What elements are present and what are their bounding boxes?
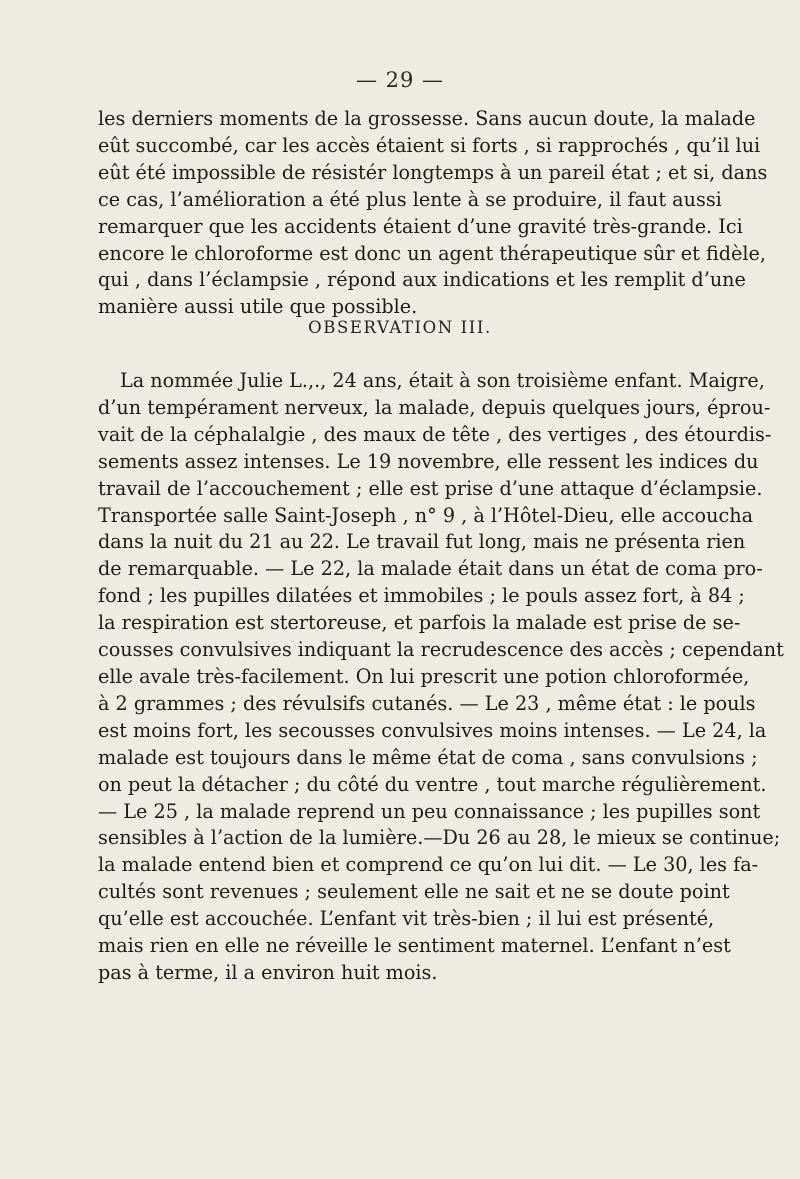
text-line: fond ; les pupilles dilatées et immobiles ; le pouls assez fort, à 84 ;: [98, 584, 745, 608]
text-line: de remarquable. — Le 22, la malade était dans un état de coma pro-: [98, 557, 763, 581]
text-line: travail de l’accouchement ; elle est prise d’une attaque d’éclampsie.: [98, 476, 763, 500]
text-line: la malade entend bien et comprend ce qu’on lui dit. — Le 30, les fa-: [98, 853, 759, 877]
text-line: malade est toujours dans le même état de coma , sans convulsions ;: [98, 745, 758, 769]
text-line: dans la nuit du 21 au 22. Le travail fut long, mais ne présenta rien: [98, 530, 746, 554]
page-number: — 29 —: [355, 68, 445, 92]
text-line: manière aussi utile que possible.: [98, 295, 418, 319]
text-line: pas à terme, il a environ huit mois.: [98, 960, 438, 984]
text-line: qui , dans l’éclampsie , répond aux indications et les remplit d’une: [98, 268, 746, 292]
text-line: d’un tempérament nerveux, la malade, depuis quelques jours, éprou-: [98, 395, 771, 419]
text-line: sensibles à l’action de la lumière.—Du 26 au 28, le mieux se continue;: [98, 826, 781, 850]
text-line: vait de la céphalalgie , des maux de tête , des vertiges , des étourdis-: [98, 422, 772, 446]
text-line: qu’elle est accouchée. L’enfant vit très-bien ; il lui est présenté,: [98, 907, 715, 931]
text-line: cultés sont revenues ; seulement elle ne sait et ne se doute point: [98, 880, 730, 904]
text-line: encore le chloroforme est donc un agent thérapeutique sûr et fidèle,: [98, 241, 766, 265]
text-line: eût été impossible de résistér longtemps à un pareil état ; et si, dans: [98, 160, 768, 184]
text-line: sements assez intenses. Le 19 novembre, elle ressent les indices du: [98, 449, 759, 473]
paragraph-observation: [98, 368, 784, 987]
text-line: eût succombé, car les accès étaient si forts , si rapprochés , qu’il lui: [98, 133, 761, 157]
text-line: à 2 grammes ; des révulsifs cutanés. — Le 23 , même état : le pouls: [98, 691, 756, 715]
text-line: cousses convulsives indiquant la recrudescence des accès ; cependant: [98, 638, 784, 662]
text-line: la respiration est stertoreuse, et parfois la malade est prise de se-: [98, 611, 741, 635]
text-line: on peut la détacher ; du côté du ventre , tout marche régulièrement.: [98, 772, 767, 796]
text-line: mais rien en elle ne réveille le sentiment maternel. L’enfant n’est: [98, 934, 731, 958]
text-line: est moins fort, les secousses convulsives moins intenses. — Le 24, la: [98, 718, 767, 742]
paragraph-conclusion: [98, 106, 768, 321]
section-heading: OBSERVATION III.: [308, 318, 492, 337]
text-line: ce cas, l’amélioration a été plus lente à se produire, il faut aussi: [98, 187, 722, 211]
text-line: La nommée Julie L.,., 24 ans, était à son troisième enfant. Maigre,: [120, 369, 765, 392]
text-line: Transportée salle Saint-Joseph , n° 9 , à l’Hôtel-Dieu, elle accoucha: [98, 503, 754, 527]
text-line: les derniers moments de la grossesse. Sans aucun doute, la malade: [98, 107, 756, 130]
text-line: elle avale très-facilement. On lui prescrit une potion chloroformée,: [98, 664, 750, 688]
text-line: remarquer que les accidents étaient d’une gravité très-grande. Ici: [98, 214, 743, 238]
text-line: — Le 25 , la malade reprend un peu connaissance ; les pupilles sont: [98, 799, 761, 823]
